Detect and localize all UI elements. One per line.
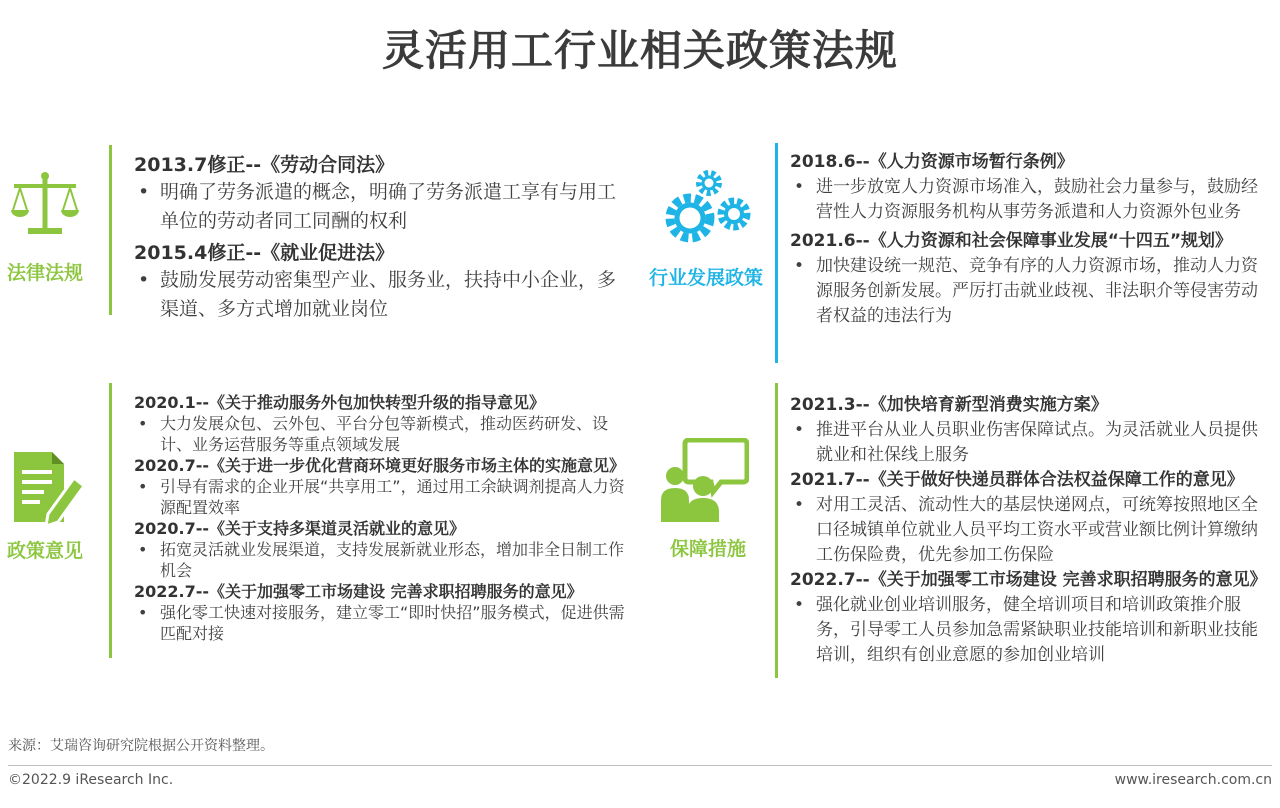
people-chat-icon [657, 438, 749, 524]
opinion-section-heading-3: 2020.7--《关于支持多渠道灵活就业的意见》 [134, 519, 466, 538]
guarantee-section-1-bullet: • 推进平台从业人员职业伤害保障试点。为灵活就业人员提供就业和社保线上服务 [790, 418, 1272, 468]
opinion-section-3-bullet: • 拓宽灵活就业发展渠道，支持发展新就业形态，增加非全日制工作机会 [134, 539, 639, 581]
law-section-2-bullet: • 鼓励发展劳动密集型产业、服务业，扶持中小企业，多渠道、多方式增加就业岗位 [134, 266, 624, 324]
source-note: 来源：艾瑞咨询研究院根据公开资料整理。 [8, 738, 274, 754]
law-section-heading-1: 2013.7修正--《劳动合同法》 [134, 154, 395, 176]
panel-guarantee-content [790, 393, 1272, 668]
page-title: 灵活用工行业相关政策法规 [381, 26, 898, 75]
guarantee-section-heading-3: 2022.7--《关于加强零工市场建设 完善求职招聘服务的意见》 [790, 570, 1267, 590]
guarantee-section-heading-2: 2021.7--《关于做好快递员群体合法权益保障工作的意见》 [790, 470, 1244, 490]
panel-guarantee-divider [775, 383, 778, 678]
panel-law-divider [109, 145, 112, 315]
opinion-section-4-bullet: • 强化零工快速对接服务，建立零工“即时快招”服务模式，促进供需匹配对接 [134, 602, 639, 644]
industry-section-1-bullet: • 进一步放宽人力资源市场准入，鼓励社会力量参与，鼓励经营性人力资源服务机构从事劳务派遣和人力资源外包业务 [790, 175, 1270, 225]
scales-icon [10, 168, 80, 240]
opinion-section-1-bullet: • 大力发展众包、云外包、平台分包等新模式，推动医药研发、设计、业务运营服务等重点领域发展 [134, 413, 639, 455]
industry-section-2-bullet: • 加快建设统一规范、竞争有序的人力资源市场，推动人力资源服务创新发展。严厉打击就业歧视、非法职介等侵害劳动者权益的违法行为 [790, 254, 1270, 329]
panel-opinion-label: 政策意见 [6, 540, 83, 562]
guarantee-section-heading-1: 2021.3--《加快培育新型消费实施方案》 [790, 395, 1108, 415]
document-pen-icon [8, 448, 88, 528]
panel-opinion-content [134, 392, 639, 644]
panel-law-label: 法律法规 [6, 262, 83, 284]
gears-icon [654, 168, 758, 256]
opinion-section-heading-1: 2020.1--《关于推动服务外包加快转型升级的指导意见》 [134, 393, 546, 412]
panel-guarantee-label: 保障措施 [669, 538, 746, 560]
law-section-1-bullet: • 明确了劳务派遣的概念，明确了劳务派遣工享有与用工单位的劳动者同工同酬的权利 [134, 178, 624, 236]
guarantee-section-2-bullet: • 对用工灵活、流动性大的基层快递网点，可统筹按照地区全口径城镇单位就业人员平均工资水平或营业额比例计算缴纳工伤保险费，优先参加工伤保险 [790, 493, 1272, 568]
panel-industry-divider [775, 143, 778, 363]
industry-section-heading-1: 2018.6--《人力资源市场暂行条例》 [790, 152, 1074, 172]
copyright: ©2022.9 iResearch Inc. [8, 772, 174, 788]
opinion-section-2-bullet: • 引导有需求的企业开展“共享用工”，通过用工余缺调剂提高人力资源配置效率 [134, 476, 639, 518]
guarantee-section-3-bullet: • 强化就业创业培训服务，健全培训项目和培训政策推介服务，引导零工人员参加急需紧缺职业技能培训和新职业技能培训，组织有创业意愿的参加创业培训 [790, 593, 1272, 668]
opinion-section-heading-2: 2020.7--《关于进一步优化营商环境更好服务市场主体的实施意见》 [134, 456, 626, 475]
footer-divider [8, 765, 1272, 766]
panel-industry-label: 行业发展政策 [648, 267, 763, 289]
website-link[interactable]: www.iresearch.com.cn [1114, 772, 1272, 788]
panel-opinion-divider [109, 383, 112, 658]
opinion-section-heading-4: 2022.7--《关于加强零工市场建设 完善求职招聘服务的意见》 [134, 582, 583, 601]
panel-law-content [134, 152, 624, 324]
law-section-heading-2: 2015.4修正--《就业促进法》 [134, 242, 395, 264]
industry-section-heading-2: 2021.6--《人力资源和社会保障事业发展“十四五”规划》 [790, 231, 1233, 251]
panel-industry-content [790, 150, 1270, 329]
